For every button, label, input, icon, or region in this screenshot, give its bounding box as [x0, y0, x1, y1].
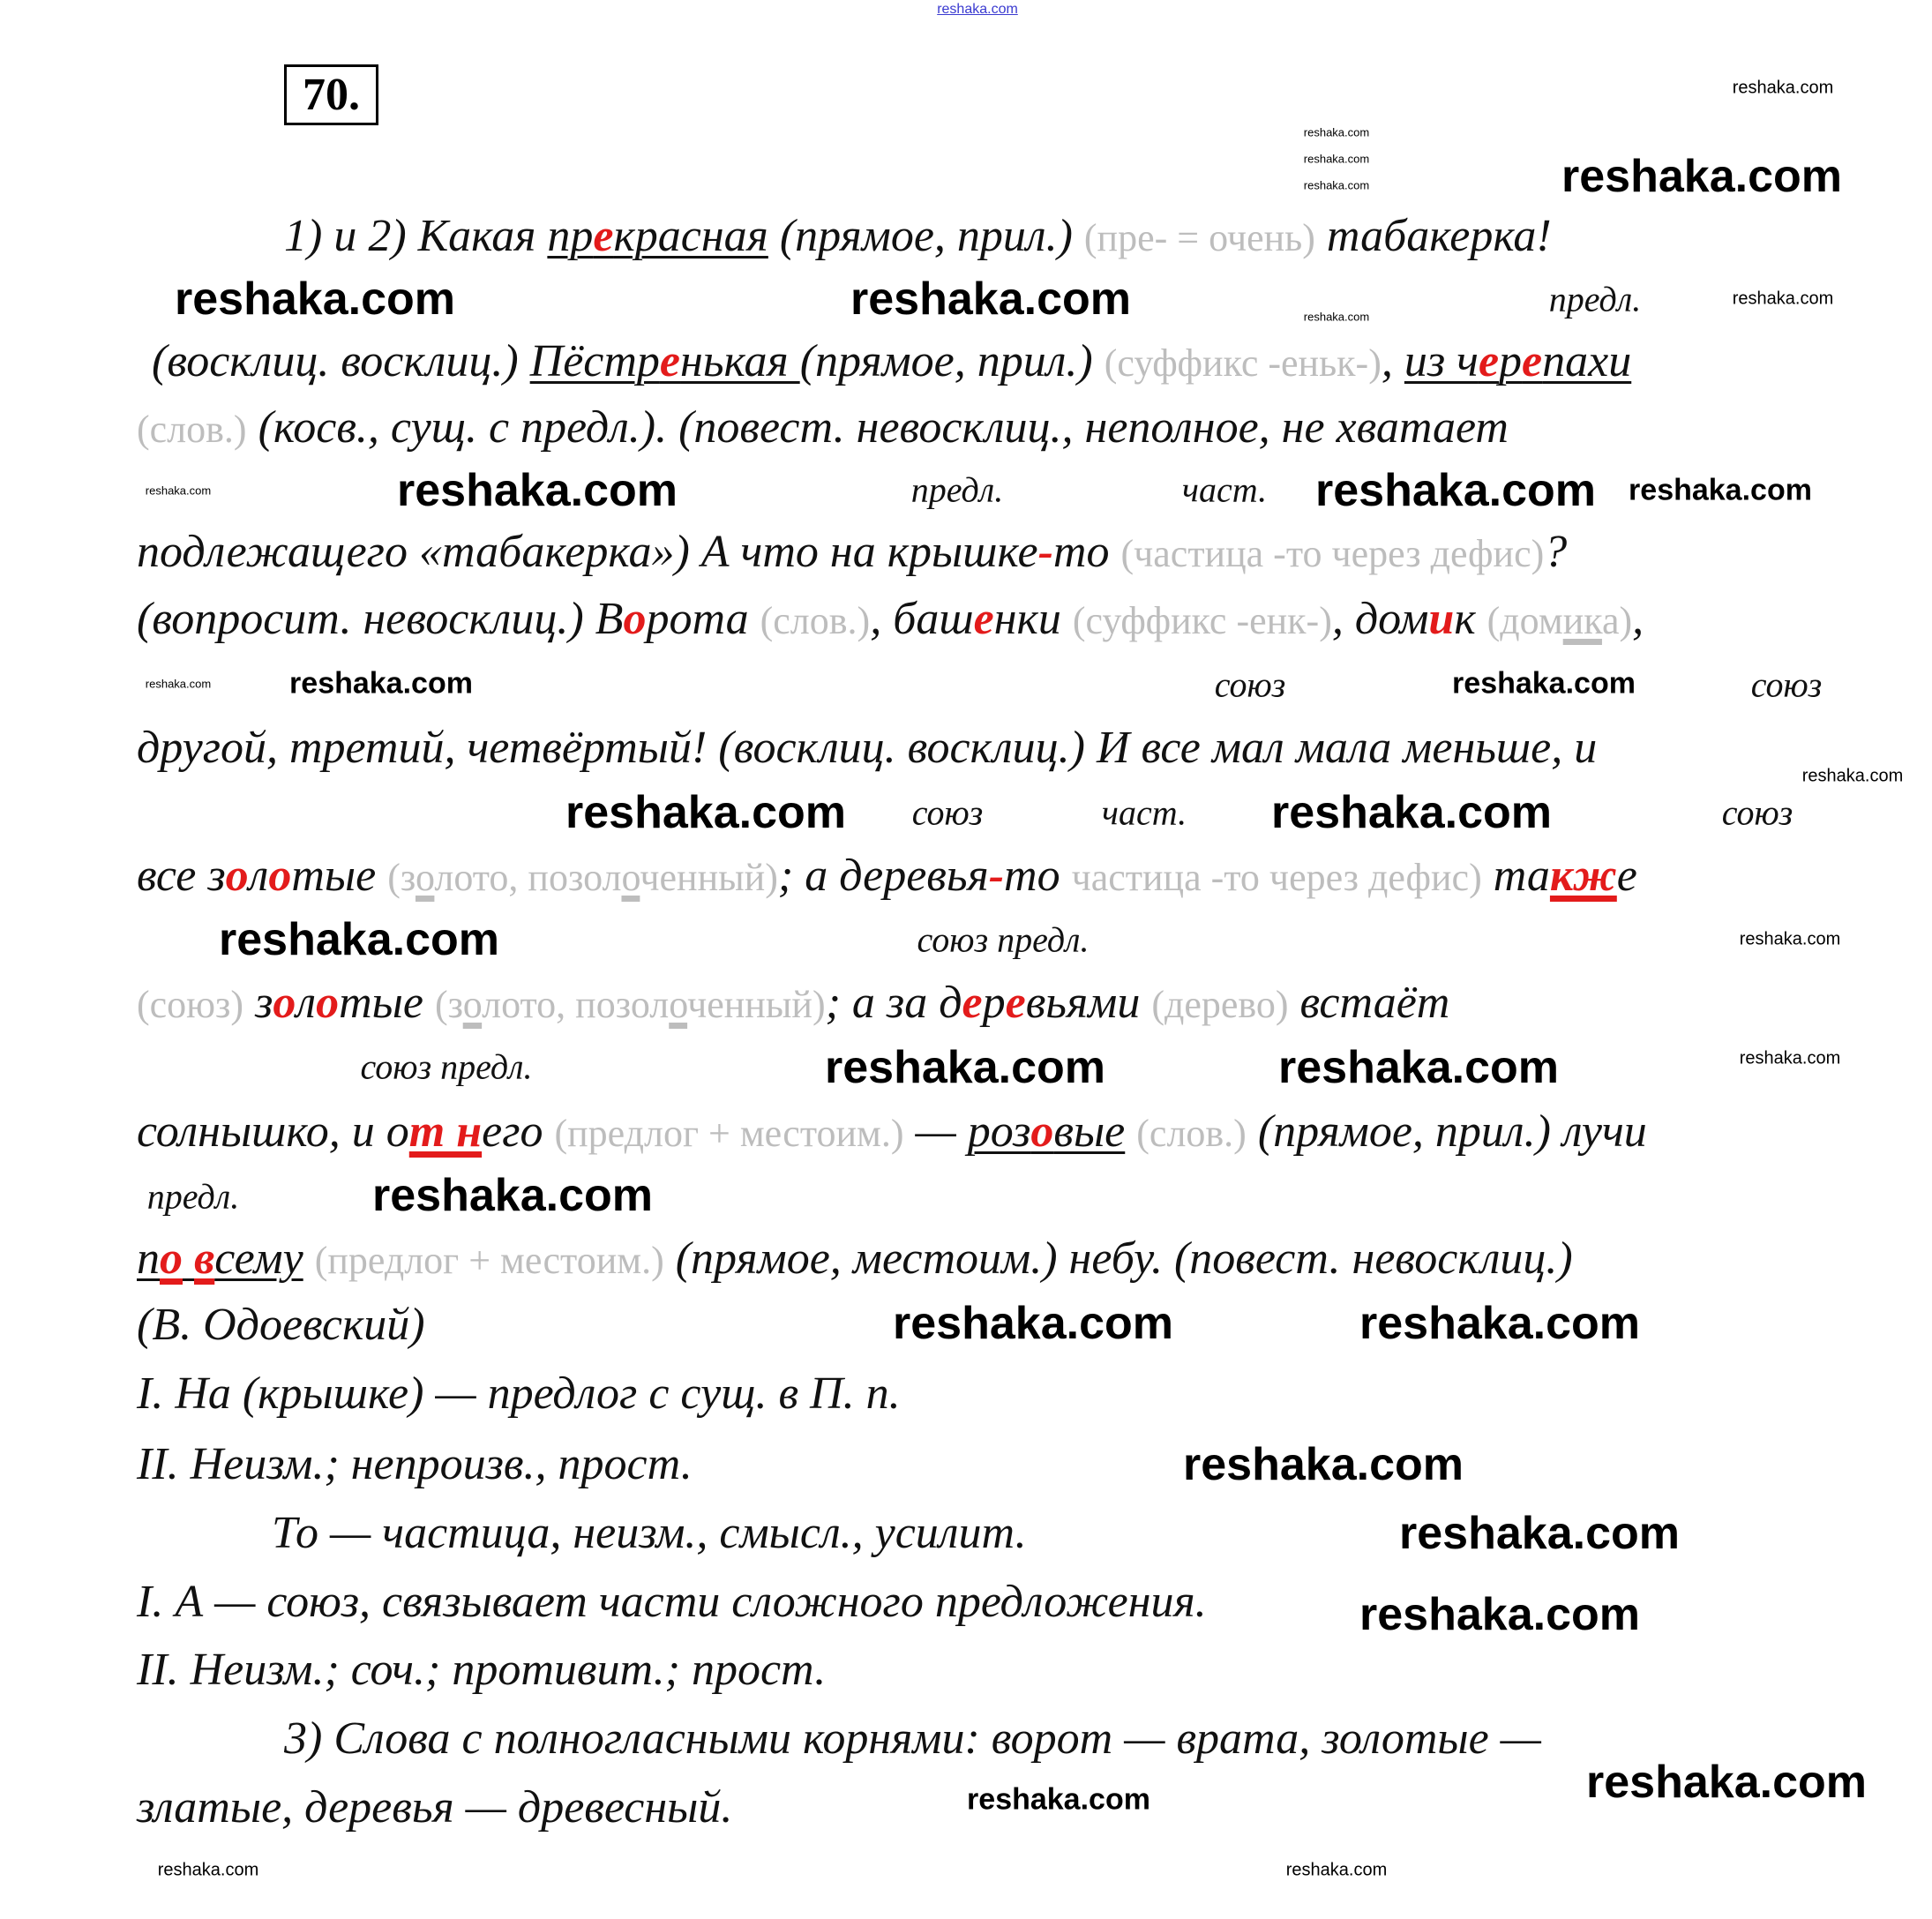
- watermark: reshaka.com: [1452, 666, 1636, 701]
- part-of-speech-label: предл.: [910, 469, 1004, 510]
- text-segment: (косв., сущ. с предл.). (повест. невосклиц., неполное, не хватает: [246, 402, 1509, 453]
- text-line: [137, 1576, 1207, 1629]
- text-segment: (прямое, прил.) лучи: [1246, 1106, 1647, 1157]
- gray-note: (предлог + местоим.): [314, 1239, 664, 1282]
- watermark: reshaka.com: [565, 787, 846, 838]
- text-line: [137, 1106, 1647, 1160]
- watermark: reshaka.com: [289, 666, 473, 701]
- watermark: reshaka.com: [1739, 1048, 1841, 1068]
- watermark: reshaka.com: [1278, 1042, 1559, 1093]
- part-of-speech-label: союз предл.: [360, 1046, 533, 1087]
- text-segment: подлежащего «табакерка») А что на крышке: [137, 527, 1038, 577]
- text-segment: тые: [339, 978, 435, 1028]
- watermark: reshaka.com: [145, 483, 212, 498]
- text-segment: (прямое, местоим.) небу. (повест. невосклиц.): [663, 1233, 1573, 1284]
- text-segment: тые: [291, 851, 388, 901]
- watermark: reshaka.com: [1303, 178, 1370, 192]
- text-segment: сему: [214, 1233, 303, 1284]
- text-segment: [183, 1233, 194, 1284]
- text-line: [137, 722, 1597, 775]
- text-segment: , баш: [870, 594, 974, 644]
- watermark: reshaka.com: [1359, 1298, 1640, 1349]
- text-segment: ,: [1632, 594, 1644, 644]
- text-segment: ,: [1381, 336, 1404, 386]
- text-segment: ; а деревья: [777, 851, 989, 901]
- text-line: [284, 1713, 1541, 1765]
- gray-note: (слов.): [1136, 1112, 1247, 1155]
- highlighted-letter: т н: [408, 1106, 483, 1157]
- watermark: reshaka.com: [1399, 1508, 1680, 1559]
- watermark: reshaka.com: [1315, 465, 1596, 516]
- text-segment: то: [1004, 851, 1072, 901]
- part-of-speech-label: союз предл.: [917, 919, 1090, 960]
- part-of-speech-label: част.: [1181, 469, 1268, 510]
- text-segment: та: [1481, 851, 1550, 901]
- highlighted-letter: о: [316, 978, 340, 1028]
- watermark: reshaka.com: [157, 1860, 259, 1880]
- text-segment: (В. Одоевский): [137, 1300, 425, 1350]
- watermark: reshaka.com: [397, 465, 678, 516]
- text-segment: п: [137, 1233, 160, 1284]
- text-segment: красная: [613, 211, 768, 261]
- highlighted-letter: е: [1522, 336, 1543, 386]
- gray-note: ченный): [640, 856, 778, 899]
- highlighted-letter: о: [1030, 1106, 1054, 1157]
- highlighted-letter: о: [268, 851, 292, 901]
- gray-note: а): [1601, 599, 1633, 642]
- text-segment: роз: [967, 1106, 1031, 1157]
- watermark: reshaka.com: [1561, 151, 1842, 202]
- highlighted-letter: -: [1037, 527, 1053, 577]
- part-of-speech-label: предл.: [146, 1176, 240, 1217]
- gray-note: (з: [387, 856, 416, 899]
- text-line: [137, 1299, 425, 1352]
- watermark: reshaka.com: [1303, 152, 1370, 166]
- text-segment: (прямое, прил.): [768, 211, 1084, 261]
- text-segment: ?: [1544, 527, 1568, 577]
- text-segment: пахи: [1542, 336, 1632, 386]
- watermark: reshaka.com: [1183, 1439, 1464, 1490]
- text-line: [137, 1438, 693, 1491]
- text-segment: то: [1052, 527, 1121, 577]
- watermark: reshaka.com: [967, 1782, 1150, 1817]
- text-segment: солнышко, и о: [137, 1106, 409, 1157]
- text-segment: златые, деревья — древесный.: [137, 1782, 733, 1833]
- text-segment: встаёт: [1288, 978, 1450, 1028]
- text-line: [137, 526, 1567, 581]
- text-line: [137, 1368, 901, 1421]
- text-segment: (восклиц. восклиц.): [152, 336, 530, 386]
- highlighted-letter: в: [194, 1233, 215, 1284]
- watermark: reshaka.com: [1303, 310, 1370, 324]
- gray-note: (пре- = очень): [1083, 216, 1315, 259]
- gray-note: ик: [1562, 599, 1602, 642]
- watermark: reshaka.com: [850, 274, 1131, 325]
- text-segment: р: [1499, 336, 1523, 386]
- text-segment: —: [903, 1106, 968, 1157]
- text-segment: [1125, 1106, 1136, 1157]
- text-line: [137, 1644, 826, 1697]
- highlighted-letter: е: [1478, 336, 1500, 386]
- watermark: reshaka.com: [1359, 1589, 1640, 1640]
- watermark: reshaka.com: [219, 914, 499, 965]
- text-segment: вые: [1053, 1106, 1126, 1157]
- text-segment: I. А — союз, связывает части сложного предложения.: [137, 1577, 1207, 1627]
- part-of-speech-label: союз: [1750, 664, 1823, 705]
- text-line: [137, 977, 1449, 1031]
- text-segment: нки: [993, 594, 1073, 644]
- gray-note: лото, позол: [434, 856, 622, 899]
- text-segment: л: [296, 978, 317, 1028]
- text-line: [137, 401, 1509, 456]
- exercise-number: 70.: [284, 64, 378, 125]
- watermark: reshaka.com: [1732, 78, 1834, 98]
- gray-note: (слов.): [137, 408, 247, 451]
- highlighted-letter: о: [225, 851, 249, 901]
- text-segment: р: [982, 978, 1006, 1028]
- watermark: reshaka.com: [1285, 1860, 1388, 1880]
- watermark: reshaka.com: [1732, 289, 1834, 309]
- text-segment: 1) и 2) Какая: [284, 211, 548, 261]
- watermark: reshaka.com: [1739, 929, 1841, 949]
- text-segment: из ч: [1404, 336, 1479, 386]
- text-segment: ; а за д: [825, 978, 962, 1028]
- highlighted-letter: е: [962, 978, 983, 1028]
- text-segment: л: [248, 851, 269, 901]
- text-segment: II. Неизм.; непроизв., прост.: [137, 1439, 693, 1489]
- gray-note: о: [669, 983, 688, 1026]
- watermark: reshaka.com: [175, 274, 455, 325]
- highlighted-letter: о: [160, 1233, 183, 1284]
- watermark: reshaka.com: [1629, 473, 1812, 507]
- text-segment: его: [482, 1106, 555, 1157]
- text-segment: другой, третий, четвёртый! (восклиц. восклиц.) И все мал мала меньше, и: [137, 723, 1598, 773]
- text-segment: нькая: [680, 336, 800, 386]
- text-segment: (вопросит. невосклиц.) В: [137, 594, 624, 644]
- text-line: [137, 1781, 732, 1834]
- gray-note: (дом: [1486, 599, 1563, 642]
- source-link[interactable]: reshaka.com: [937, 2, 1018, 17]
- highlighted-letter: кж: [1549, 851, 1617, 901]
- watermark: reshaka.com: [1801, 766, 1904, 786]
- highlighted-letter: е: [659, 336, 681, 386]
- text-segment: рота: [646, 594, 760, 644]
- highlighted-letter: о: [623, 594, 647, 644]
- text-line: [137, 593, 1644, 648]
- text-segment: I. На (крышке) — предлог с сущ. в П. п.: [137, 1368, 901, 1419]
- highlighted-letter: о: [273, 978, 296, 1028]
- text-segment: Пёстр: [529, 336, 660, 386]
- watermark: reshaka.com: [893, 1298, 1173, 1349]
- watermark: reshaka.com: [1271, 787, 1552, 838]
- gray-note: (предлог + местоим.): [554, 1112, 904, 1155]
- text-segment: все з: [137, 851, 226, 901]
- part-of-speech-label: союз: [1721, 792, 1793, 833]
- text-line: [272, 1507, 1027, 1560]
- gray-note: лото, позол: [482, 983, 670, 1026]
- gray-note: о: [621, 856, 640, 899]
- gray-note: (суффикс -енк-): [1072, 599, 1332, 642]
- watermark: reshaka.com: [1303, 125, 1370, 139]
- gray-note: (частица -то через дефис): [1120, 532, 1545, 575]
- watermark: reshaka.com: [372, 1170, 653, 1221]
- watermark: reshaka.com: [1586, 1757, 1867, 1808]
- text-segment: , дом: [1331, 594, 1429, 644]
- part-of-speech-label: предл.: [1548, 279, 1642, 319]
- gray-note: (слов.): [760, 599, 871, 642]
- text-segment: е: [1616, 851, 1637, 901]
- text-segment: II. Неизм.; соч.; противит.; прост.: [137, 1645, 827, 1695]
- text-segment: (прямое, прил.): [799, 336, 1105, 386]
- part-of-speech-label: союз: [911, 792, 984, 833]
- gray-note: (дерево): [1151, 983, 1289, 1026]
- highlighted-letter: -: [988, 851, 1005, 901]
- text-segment: То — частица, неизм., смысл., усилит.: [272, 1508, 1027, 1558]
- highlighted-letter: е: [1005, 978, 1026, 1028]
- text-segment: [303, 1233, 315, 1284]
- text-segment: табакерка!: [1314, 211, 1552, 261]
- text-line: [137, 1233, 1573, 1287]
- text-segment: вьями: [1025, 978, 1152, 1028]
- text-line: [284, 210, 1552, 265]
- watermark: reshaka.com: [145, 677, 212, 691]
- gray-note: о: [462, 983, 483, 1026]
- part-of-speech-label: част.: [1101, 792, 1187, 833]
- text-segment: з: [243, 978, 273, 1028]
- gray-note: о: [415, 856, 435, 899]
- gray-note: (з: [434, 983, 463, 1026]
- highlighted-letter: е: [593, 211, 614, 261]
- text-segment: пр: [547, 211, 594, 261]
- text-line: [152, 335, 1631, 390]
- part-of-speech-label: союз: [1214, 664, 1286, 705]
- text-segment: 3) Слова с полногласными корнями: ворот — врата, золотые —: [284, 1713, 1541, 1764]
- gray-note: частица -то через дефис): [1071, 856, 1482, 899]
- gray-note: (союз): [137, 983, 244, 1026]
- text-segment: к: [1454, 594, 1487, 644]
- highlighted-letter: и: [1428, 594, 1455, 644]
- highlighted-letter: е: [973, 594, 994, 644]
- gray-note: ченный): [687, 983, 826, 1026]
- watermark: reshaka.com: [825, 1042, 1105, 1093]
- text-line: [137, 850, 1637, 904]
- gray-note: (суффикс -еньк-): [1104, 341, 1382, 385]
